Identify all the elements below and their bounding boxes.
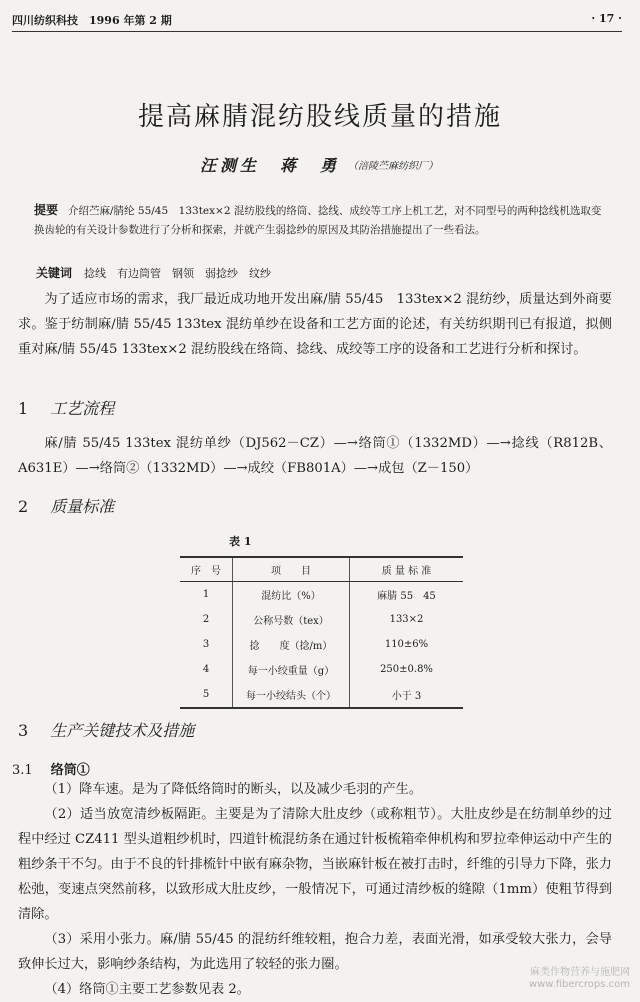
section-3-title: 生产关键技术及措施 bbox=[50, 721, 195, 740]
subsection-3-1-number: 3.1 bbox=[12, 763, 33, 778]
section-3-number: 3 bbox=[18, 721, 29, 740]
table-1-caption: 表 1 bbox=[229, 535, 252, 548]
intro-paragraph: 为了适应市场的需求，我厂最近成功地开发出麻/腈 55/45 133tex×2 混纺纱，质量达到外商要求。鉴于纺制麻/腈 55/45 133tex 混纺单纱在设备和工艺方面的论述，有关纺织期刊已有报道，拟侧重对麻/腈 55/45 133tex×2 混纺股线在络筒、捻线、成绞等工序的设备和工艺进行分析和探讨。 bbox=[18, 292, 612, 357]
table-header-cell: 项 目 bbox=[233, 557, 350, 582]
table-header-row bbox=[180, 557, 463, 582]
body-paragraph: （2）适当放宽清纱板隔距。主要是为了清除大肚皮纱（或称粗节）。大肚皮纱是在纺制单纱的过程中经过 CZ411 型头道粗纱机时，四道针梳混纺条在通过针板梳箱牵伸机构和罗拉牵伸运动中产生的粗纱条干不匀。由于不良的针排梳针中嵌有麻杂物，当嵌麻针板在被打击时，纤维的引导力下降，张力松弛，变速点突然前移，以致形成大肚皮纱，一般情况下，可通过清纱板的缝隙（1mm）使粗节得到清除。 bbox=[18, 807, 612, 922]
body-paragraph: （4）络筒①主要工艺参数见表 2。 bbox=[44, 982, 250, 997]
body-paragraph: （3）采用小张力。麻/腈 55/45 的混纺纤维较粗，抱合力差，表面光滑，如承受较大张力，会导致伸长过大，影响纱条结构，为此选用了较轻的张力圈。 bbox=[18, 932, 612, 972]
table-cell: 5 bbox=[180, 682, 233, 708]
table-cell: 250±0.8% bbox=[350, 657, 464, 682]
paper-title: 提高麻腈混纺股线质量的措施 bbox=[137, 102, 502, 132]
table-cell: 每一小绞结头（个） bbox=[233, 682, 350, 708]
keywords bbox=[36, 264, 271, 281]
table-cell: 每一小绞重量（g） bbox=[233, 657, 350, 682]
table-cell: 2 bbox=[202, 614, 210, 625]
section-1-number: 1 bbox=[18, 399, 29, 418]
table-cell: 4 bbox=[202, 664, 210, 675]
table-cell: 捻 度（捻/m） bbox=[233, 632, 350, 657]
process-flow: 麻/腈 55/45 133tex 混纺单纱（DJ562－CZ）—→络筒①（1332MD）—→捻线（R812B、A631E）—→络筒②（1332MD）—→成绞（FB801A）—→成包（Z－150） bbox=[18, 436, 612, 476]
table-row bbox=[180, 582, 463, 608]
table-cell: 混纺比（%） bbox=[233, 582, 350, 608]
subsection-3-1-heading bbox=[12, 759, 90, 778]
table-cell: 133×2 bbox=[350, 607, 464, 632]
running-header bbox=[12, 8, 622, 30]
watermark-url: www.fibercrops.com bbox=[528, 979, 630, 990]
section-1-heading bbox=[18, 396, 114, 419]
table-header-cell: 质 量 标 准 bbox=[350, 557, 464, 582]
section-3-heading bbox=[18, 718, 194, 741]
section-3-1-body bbox=[18, 777, 612, 1002]
table-row bbox=[180, 632, 463, 657]
table-cell: 麻腈 55 45 bbox=[350, 582, 464, 608]
table-cell: 3 bbox=[202, 639, 210, 650]
table-row bbox=[180, 682, 463, 708]
abstract-label: 提要 bbox=[34, 203, 59, 217]
table-cell: 公称号数（tex） bbox=[233, 607, 350, 632]
abstract bbox=[34, 201, 610, 240]
keywords-label: 关键词 bbox=[36, 266, 73, 280]
table-cell: 1 bbox=[202, 589, 210, 600]
section-1-title: 工艺流程 bbox=[50, 399, 115, 418]
section-2-heading bbox=[18, 494, 114, 517]
abstract-text: 介绍苎麻/腈纶 55/45 133tex×2 混纺股线的络筒、捻线、成绞等工序上机工艺，对不同型号的两种捻线机选取变换齿轮的有关设计参数进行了分析和探索，并就产生弱捻纱的原因及其防治措施提出了一些看法。 bbox=[34, 205, 602, 236]
keywords-text: 捻线 有边筒管 钢领 弱捻纱 纹纱 bbox=[84, 267, 272, 280]
subsection-3-1-title: 络筒① bbox=[50, 763, 90, 778]
authors: 汪测生 蒋 勇 bbox=[200, 156, 341, 175]
journal-name: 四川纺织科技 1996 年第 2 期 bbox=[12, 14, 172, 27]
body-paragraph: （1）降车速。是为了降低络筒时的断头，以及减少毛羽的产生。 bbox=[44, 782, 423, 797]
watermark-name: 麻类作物营养与施肥网 bbox=[530, 967, 630, 978]
section-2-number: 2 bbox=[18, 497, 29, 516]
page-number: · 17 · bbox=[591, 12, 622, 25]
table-row bbox=[180, 607, 463, 632]
table-row bbox=[180, 657, 463, 682]
table-cell: 110±6% bbox=[350, 632, 464, 657]
section-2-title: 质量标准 bbox=[50, 497, 115, 516]
affiliation: （涪陵苎麻纺织厂） bbox=[348, 161, 438, 172]
table-header-cell: 序 号 bbox=[180, 557, 233, 582]
table-cell: 小于 3 bbox=[350, 682, 464, 708]
table-1 bbox=[180, 556, 463, 709]
header-rule bbox=[12, 31, 622, 32]
